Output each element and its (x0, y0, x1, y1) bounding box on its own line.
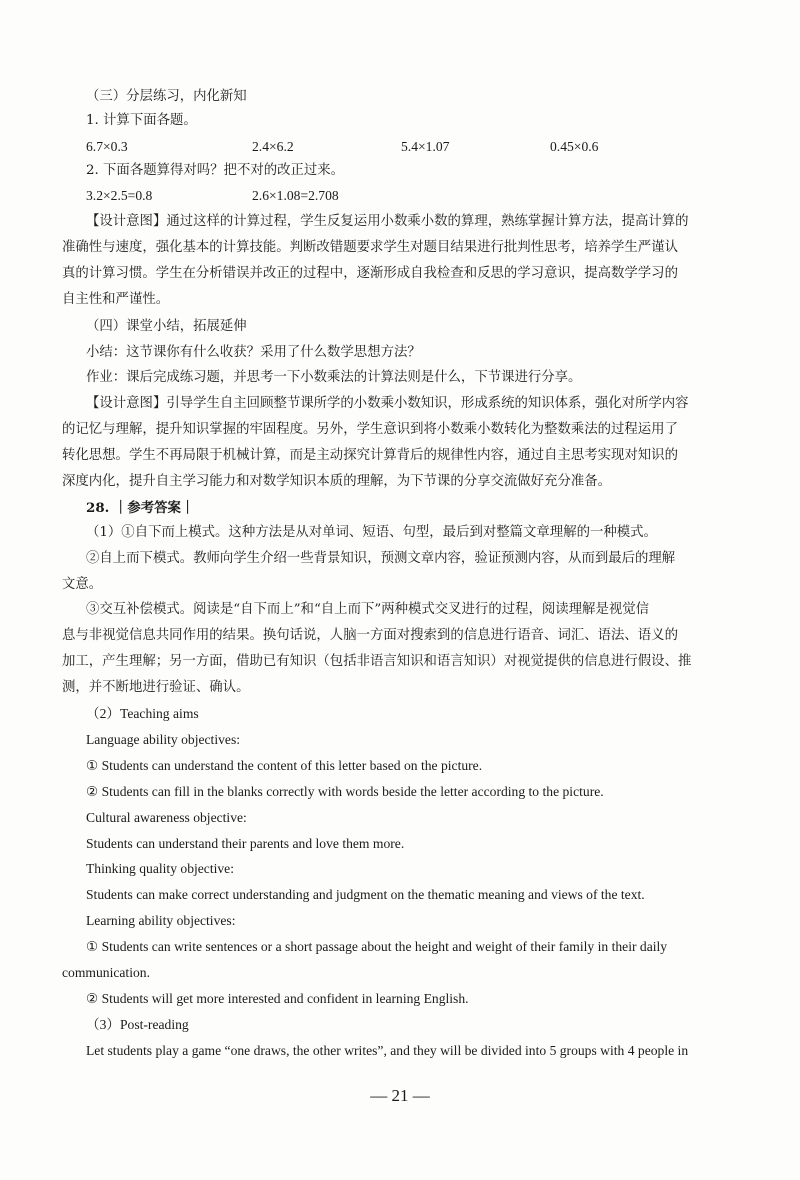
q1-item: 6.7×0.3 (86, 139, 128, 154)
q28-title: 28. ｜参考答案｜ (86, 500, 195, 516)
objective-item: communication. (62, 965, 150, 980)
page-number: — 21 — (370, 1086, 430, 1105)
objective-item: Students can make correct understanding and judgment on the thematic meaning and views of the text. (86, 887, 645, 902)
design-intent-line: 的记忆与理解，提升知识掌握的牢固程度。另外，学生意识到将小数乘小数转化为整数乘法的过程运用了 (62, 422, 678, 437)
objective-heading: Thinking quality objective: (86, 861, 234, 876)
design-intent-line: 转化思想。学生不再局限于机械计算，而是主动探究计算背后的规律性内容，通过自主思考实现对知识的 (62, 448, 678, 463)
design-intent-line: 【设计意图】通过这样的计算过程，学生反复运用小数乘小数的算理，熟练掌握计算方法，提高计算的 (86, 214, 689, 229)
summary-line: 小结：这节课你有什么收获？采用了什么数学思想方法？ (86, 345, 421, 360)
objective-item: ① Students can understand the content of this letter based on the picture. (86, 758, 483, 773)
answer-paragraph: ③交互补偿模式。阅读是“自下而上”和“自上而下”两种模式交叉进行的过程，阅读理解是视觉信 (86, 602, 650, 617)
homework-line: 作业：课后完成练习题，并思考一下小数乘法的计算法则是什么，下节课进行分享。 (86, 370, 582, 385)
post-reading-text: Let students play a game “one draws, the other writes”, and they will be divided into 5 groups with 4 people in (86, 1043, 689, 1058)
q2-prompt: 2. 下面各题算得对吗？把不对的改正过来。 (86, 163, 345, 178)
section3-heading: （三）分层练习，内化新知 (86, 89, 247, 104)
q1-prompt: 1. 计算下面各题。 (86, 113, 197, 128)
answer-paragraph: 文意。 (62, 577, 103, 592)
design-intent-line: 准确性与速度，强化基本的计算技能。判断改错题要求学生对题目结果进行批判性思考，培养学生严谨认 (62, 240, 678, 255)
q2-item: 3.2×2.5=0.8 (86, 188, 153, 203)
answer-paragraph: 息与非视觉信息共同作用的结果。换句话说，人脑一方面对搜索到的信息进行语音、词汇、语法、语义的 (62, 628, 678, 643)
answer-paragraph: 加工，产生理解；另一方面，借助已有知识（包括非语言知识和语言知识）对视觉提供的信息进行假设、推 (62, 654, 692, 669)
q1-item: 5.4×1.07 (401, 139, 450, 154)
part3-heading: （3）Post-reading (86, 1017, 189, 1032)
section4-heading: （四）课堂小结，拓展延伸 (86, 319, 247, 334)
part2-heading: （2）Teaching aims (86, 706, 199, 721)
answer-paragraph: ②自上而下模式。教师向学生介绍一些背景知识，预测文章内容，验证预测内容，从而到最后的理解 (86, 551, 676, 566)
design-intent-line: 真的计算习惯。学生在分析错误并改正的过程中，逐渐形成自我检查和反思的学习意识，提高数学学习的 (62, 266, 678, 281)
q1-item: 2.4×6.2 (252, 139, 294, 154)
objective-item: ② Students will get more interested and confident in learning English. (86, 991, 469, 1006)
design-intent-line: 【设计意图】引导学生自主回顾整节课所学的小数乘小数知识，形成系统的知识体系，强化对所学内容 (86, 396, 689, 411)
objective-item: ① Students can write sentences or a short passage about the height and weight of their family in their daily (86, 939, 668, 954)
design-intent-line: 自主性和严谨性。 (62, 292, 170, 307)
answer-paragraph: 测，并不断地进行验证、确认。 (62, 680, 250, 695)
objective-heading: Language ability objectives: (86, 732, 241, 747)
q2-item: 2.6×1.08=2.708 (252, 188, 339, 203)
objective-item: ② Students can fill in the blanks correctly with words beside the letter according to the picture. (86, 784, 604, 799)
objective-heading: Learning ability objectives: (86, 913, 236, 928)
objective-heading: Cultural awareness objective: (86, 810, 247, 825)
q1-item: 0.45×0.6 (550, 139, 599, 154)
answer-paragraph: （1）①自下而上模式。这种方法是从对单词、短语、句型，最后到对整篇文章理解的一种模式。 (86, 525, 657, 540)
design-intent-line: 深度内化，提升自主学习能力和对数学知识本质的理解，为下节课的分享交流做好充分准备。 (62, 474, 612, 489)
objective-item: Students can understand their parents and love them more. (86, 836, 405, 851)
